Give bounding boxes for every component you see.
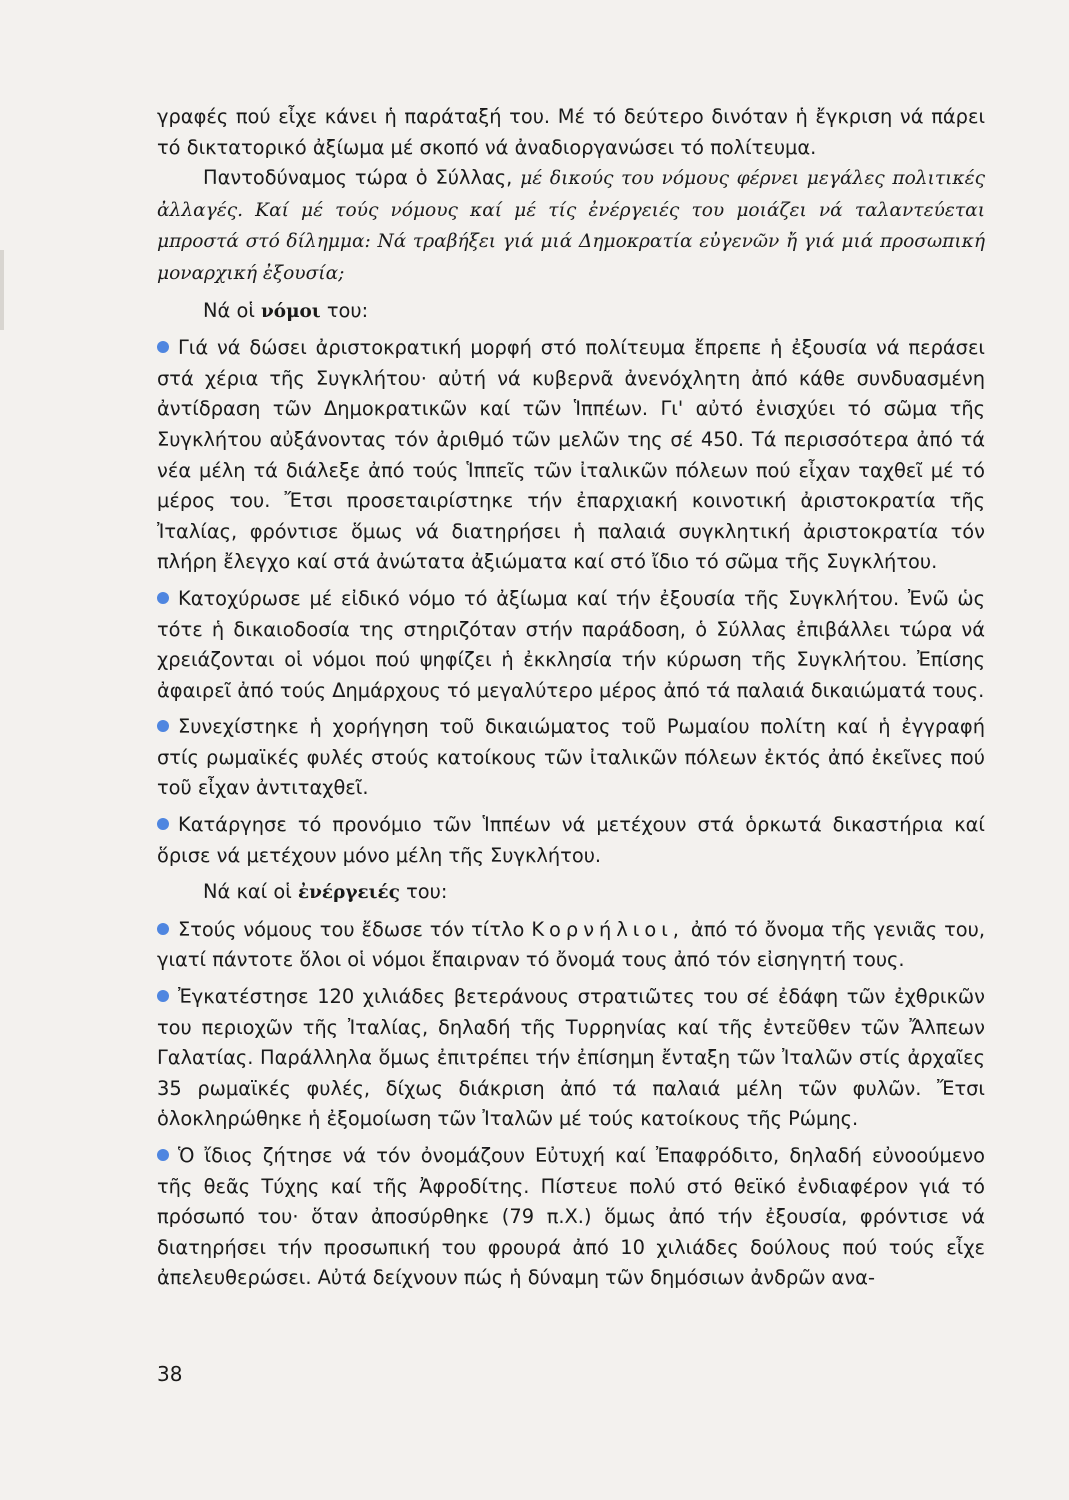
paragraph-sulla-intro [157, 163, 985, 289]
page-binding-edge [0, 250, 4, 330]
list-item-law-3 [157, 712, 985, 804]
bullet-icon [157, 818, 169, 830]
subheading-laws-pre: Νά οἱ [203, 298, 262, 322]
list-item-text-end: ἀπό τό ὄνομα τῆς γενιᾶς του, γιατί πάντοτε ὅλοι οἱ νόμοι ἔπαιρναν τό ὄνομά τους ἀπό τόν εἰσηγητή τους. [157, 917, 985, 972]
page-number: 38 [157, 1362, 183, 1386]
subheading-laws-post: του: [320, 298, 369, 322]
list-item-text: Ἐγκατέστησε 120 χιλιάδες βετεράνους στρατιῶτες του σέ ἐδάφη τῶν ἐχθρικῶν του περιοχῶν τῆς Ἰταλίας, δηλαδή τῆς Τυρρηνίας καί τῆς ἐντεῦθεν τῶν Ἄλπεων Γαλατίας. Παράλληλα ὅμως ἐπιτρέπει τήν ἐπίσημη ἔνταξη τῶν Ἰταλῶν στίς ἀρχαῖες 35 ρωμαϊκές φυλές, δίχως διάκριση ἀπό τά παλαιά μέλη τῶν φυλῶν. Ἔτσι ὁλοκληρώθηκε ἡ ἐξομοίωση τῶν Ἰταλῶν μέ τούς κατοίκους τῆς Ρώμης. [157, 985, 985, 1131]
subheading-laws-bold: νόμοι [261, 300, 321, 322]
bullet-icon [157, 592, 169, 604]
bullet-icon [157, 341, 169, 353]
list-item-law-1 [157, 333, 985, 578]
list-item-law-4 [157, 810, 985, 871]
subheading-actions-bold: ἐνέργειές [297, 882, 400, 904]
list-item-action-3 [157, 1141, 985, 1294]
list-item-spaced-term: Κορνήλιοι, [531, 917, 684, 941]
bullet-icon [157, 923, 169, 935]
body-text [157, 102, 985, 1294]
bullet-icon [157, 990, 169, 1002]
list-item-law-2 [157, 584, 985, 706]
subheading-actions-pre: Νά καί οἱ [203, 880, 298, 904]
list-item-action-2 [157, 982, 985, 1135]
paragraph-sulla-intro-text: Παντοδύναμος τώρα ὁ Σύλλας, [203, 166, 521, 190]
list-item-text: Κατάργησε τό προνόμιο τῶν Ἱππέων νά μετέχουν στά ὁρκωτά δικαστήρια καί ὅρισε νά μετέχουν μόνο μέλη τῆς Συγκλήτου. [157, 813, 985, 867]
list-item-text: Γιά νά δώσει ἀριστοκρατική μορφή στό πολίτευμα ἔπρεπε ἡ ἐξουσία νά περάσει στά χέρια τῆς Συγκλήτου· αὐτή νά κυβερνᾶ ἀνενόχλητη ἀπό κάθε συνδυασμένη ἀντίδραση τῶν Δημοκρατικῶν καί τῶν Ἱππέων. Γι' αὐτό ἐνισχύει τό σῶμα τῆς Συγκλήτου αὐξάνοντας τόν ἀριθμό τῶν μελῶν της σέ 450. Τά περισσότερα ἀπό τά νέα μέλη τά διάλεξε ἀπό τούς Ἱππεῖς τῶν ἰταλικῶν πόλεων πού εἶχαν ταχθεῖ μέ τό μέρος του. Ἔτσι προσεταιρίστηκε τήν ἐπαρχιακή κοινοτική ἀριστοκρατία τῆς Ἰταλίας, φρόντισε ὅμως νά διατηρήσει ἡ παλαιά συγκλητική ἀριστοκρατία τόν πλήρη ἔλεγχο καί στά ἀνώτατα ἀξιώματα καί στό ἴδιο τό σῶμα τῆς Συγκλήτου. [157, 336, 985, 574]
list-item-text: Ὁ ἴδιος ζήτησε νά τόν ὀνομάζουν Εὐτυχή καί Ἐπαφρόδιτο, δηλαδή εὐνοούμενο τῆς θεᾶς Τύχης καί τῆς Ἀφροδίτης. Πίστευε πολύ στό θεϊκό ἐνδιαφέρον γιά τό πρόσωπό του· ὅταν ἀποσύρθηκε (79 π.Χ.) ὅμως ἀπό τήν ἐξουσία, φρόντισε νά διατηρήσει τήν προσωπική του φρουρά ἀπό 10 χιλιάδες δούλους πού τούς εἶχε ἀπελευθερώσει. Αὐτά δείχνουν πώς ἡ δύναμη τῶν δημόσιων ἀνδρῶν ανα- [157, 1144, 985, 1290]
bullet-icon [157, 1149, 169, 1161]
bullet-icon [157, 720, 169, 732]
subheading-actions-post: του: [399, 880, 448, 904]
paragraph-sulla-intro-italic: μέ δικούς του νόμους φέρνει μεγάλες πολιτικές ἀλλαγές. Καί μέ τούς νόμους καί μέ τίς ἐνέργειές του μοιάζει νά ταλαντεύεται μπροστά στό δίλημμα: Νά τραβήξει γιά μιά Δημοκρατία εὐγενῶν ἤ γιά μιά προσωπική μοναρχική ἐξουσία; [157, 168, 985, 284]
list-item-text: Κατοχύρωσε μέ εἰδικό νόμο τό ἀξίωμα καί τήν ἐξουσία τῆς Συγκλήτου. Ἐνῶ ὡς τότε ἡ δικαιοδοσία της στηριζόταν στήν παράδοση, ὁ Σύλλας ἐπιβάλλει τώρα νά χρειάζονται οἱ νόμοι πού ψηφίζει ἡ ἐκκλησία τήν κύρωση τῆς Συγκλήτου. Ἐπίσης ἀφαιρεῖ ἀπό τούς Δημάρχους τό μεγαλύτερο μέρος ἀπό τά παλαιά δικαιώματά τους. [157, 586, 985, 702]
list-item-text: Στούς νόμους του ἔδωσε τόν τίτλο [178, 917, 532, 941]
paragraph-continuation: γραφές πού εἶχε κάνει ἡ παράταξή του. Μέ τό δεύτερο δινόταν ἡ ἔγκριση νά πάρει τό δικτατορικό ἀξίωμα μέ σκοπό νά ἀναδιοργανώσει τό πολίτευμα. [157, 105, 985, 159]
list-item-action-1 [157, 915, 985, 976]
list-item-text: Συνεχίστηκε ἡ χορήγηση τοῦ δικαιώματος τοῦ Ρωμαίου πολίτη καί ἡ ἐγγραφή στίς ρωμαϊκές φυλές στούς κατοίκους τῶν ἰταλικῶν πόλεων ἐκτός ἀπό ἐκεῖνες πού τοῦ εἶχαν ἀντιταχθεῖ. [157, 715, 985, 800]
subheading-actions [157, 877, 985, 909]
subheading-laws [157, 296, 985, 328]
